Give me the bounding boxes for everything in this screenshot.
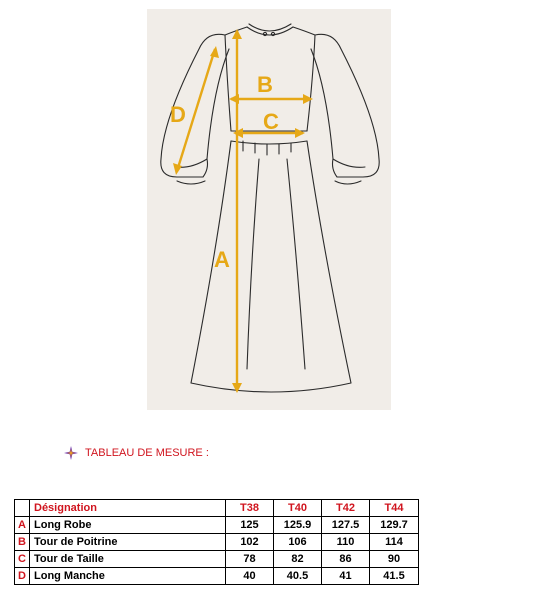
table-row <box>15 551 419 568</box>
table-row <box>15 534 419 551</box>
row-letter: A <box>15 517 30 534</box>
row-letter: C <box>15 551 30 568</box>
cell-t44: 41.5 <box>370 568 419 585</box>
column-header-t44: T44 <box>370 500 419 517</box>
dress-measurement-illustration <box>147 9 391 410</box>
heading-text: TABLEAU DE MESURE : <box>85 447 209 459</box>
cell-t42: 41 <box>322 568 370 585</box>
cell-t38: 102 <box>226 534 274 551</box>
cell-t42: 127.5 <box>322 517 370 534</box>
measurement-table-heading <box>64 445 209 461</box>
column-header-designation: Désignation <box>30 500 226 517</box>
cell-t42: 86 <box>322 551 370 568</box>
dress-sketch <box>147 9 391 410</box>
table-row <box>15 517 419 534</box>
cell-t38: 125 <box>226 517 274 534</box>
column-header-t42: T42 <box>322 500 370 517</box>
row-designation: Long Robe <box>30 517 226 534</box>
cell-t40: 40.5 <box>274 568 322 585</box>
measure-label-b: B <box>257 72 273 97</box>
size-chart-table <box>14 499 419 585</box>
row-designation: Tour de Poitrine <box>30 534 226 551</box>
cell-t38: 40 <box>226 568 274 585</box>
row-letter: B <box>15 534 30 551</box>
cell-t44: 90 <box>370 551 419 568</box>
measure-label-a: A <box>214 247 230 272</box>
cell-t44: 129.7 <box>370 517 419 534</box>
four-point-star-icon <box>64 446 78 460</box>
cell-t42: 110 <box>322 534 370 551</box>
row-designation: Tour de Taille <box>30 551 226 568</box>
cell-t38: 78 <box>226 551 274 568</box>
column-header-t40: T40 <box>274 500 322 517</box>
cell-t40: 125.9 <box>274 517 322 534</box>
table-header-row <box>15 500 419 517</box>
measure-label-d: D <box>170 102 186 127</box>
cell-t40: 106 <box>274 534 322 551</box>
column-header-t38: T38 <box>226 500 274 517</box>
table-header-blank <box>15 500 30 517</box>
row-letter: D <box>15 568 30 585</box>
cell-t44: 114 <box>370 534 419 551</box>
table-row <box>15 568 419 585</box>
cell-t40: 82 <box>274 551 322 568</box>
row-designation: Long Manche <box>30 568 226 585</box>
measure-label-c: C <box>263 109 279 134</box>
